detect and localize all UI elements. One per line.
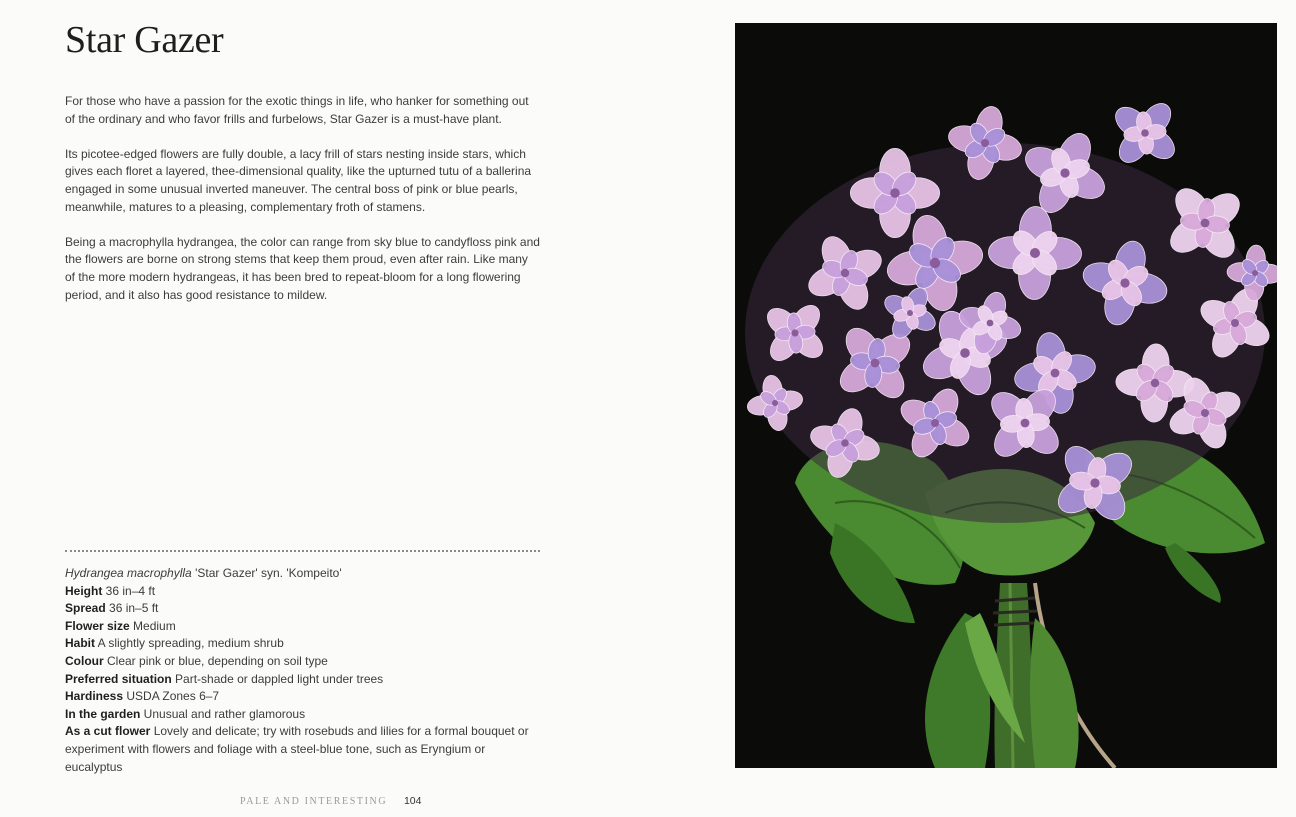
paragraph: For those who have a passion for the exotic things in life, who hanker for something out of the ordinary and who favor frills and furbelows, Star Gazer is a must-have plant. — [65, 94, 529, 126]
page-title: Star Gazer — [65, 19, 224, 61]
section-name: PALE AND INTERESTING — [240, 796, 388, 807]
spec-value: Clear pink or blue, depending on soil type — [103, 653, 328, 668]
spec-row — [65, 688, 545, 706]
spec-value: Medium — [129, 618, 176, 633]
spec-key: Colour — [65, 653, 104, 668]
dotted-divider — [65, 550, 540, 552]
paragraph: Being a macrophylla hydrangea, the color can range from sky blue to candyfloss pink and the flowers are borne on strong stems that keep them proud, even after rain. Like many of the more modern hydrangeas, it has been bred to repeat-bloom for a long flowering period, and it also has good resistance to mildew. — [65, 234, 540, 302]
botanical-name — [65, 565, 545, 583]
spec-value: A slightly spreading, medium shrub — [95, 636, 284, 651]
spec-key: In the garden — [65, 706, 141, 721]
spec-row — [65, 635, 545, 653]
description-text — [65, 93, 540, 322]
spec-key: Hardiness — [65, 689, 124, 704]
spec-key: Height — [65, 583, 103, 598]
spec-key: Flower size — [65, 618, 130, 633]
page-number: 104 — [403, 795, 422, 807]
spec-row — [65, 653, 545, 671]
botanical-latin: Hydrangea macrophylla — [65, 566, 192, 580]
spec-key: As a cut flower — [65, 724, 151, 739]
spec-value: USDA Zones 6–7 — [123, 689, 220, 704]
spec-value: 36 in–4 ft — [102, 583, 156, 598]
spec-row — [65, 671, 545, 689]
plant-specs — [65, 565, 545, 776]
page-footer — [240, 795, 422, 807]
spec-value: Lovely and delicate; try with rosebuds and lilies for a formal bouquet or experiment with flowers and foliage with a steel-blue tone, such as Eryngium or eucalyptus — [65, 724, 529, 774]
spec-key: Spread — [65, 601, 106, 616]
spec-row — [65, 723, 545, 776]
spec-value: Part-shade or dappled light under trees — [171, 671, 384, 686]
spec-value: 36 in–5 ft — [105, 601, 159, 616]
spec-key: Preferred situation — [65, 671, 172, 686]
spec-key: Habit — [65, 636, 95, 651]
hydrangea-photo — [735, 23, 1277, 768]
hydrangea-illustration — [735, 23, 1277, 768]
paragraph: Its picotee-edged flowers are fully double, a lacy frill of stars nesting inside stars, which gives each floret a layered, thee-dimensional quality, like the upturned tutu of a ballerina engaged in some unusual inverted maneuver. The central boss of pink or blue pearls, meanwhile, matures to a pleasing, complementary froth of stamens. — [65, 146, 532, 214]
spec-row — [65, 618, 545, 636]
spec-value: Unusual and rather glamorous — [140, 706, 306, 721]
spec-row — [65, 600, 545, 618]
cultivar-name: 'Star Gazer' syn. 'Kompeito' — [191, 566, 342, 580]
spec-row — [65, 706, 545, 724]
spec-row — [65, 583, 545, 601]
